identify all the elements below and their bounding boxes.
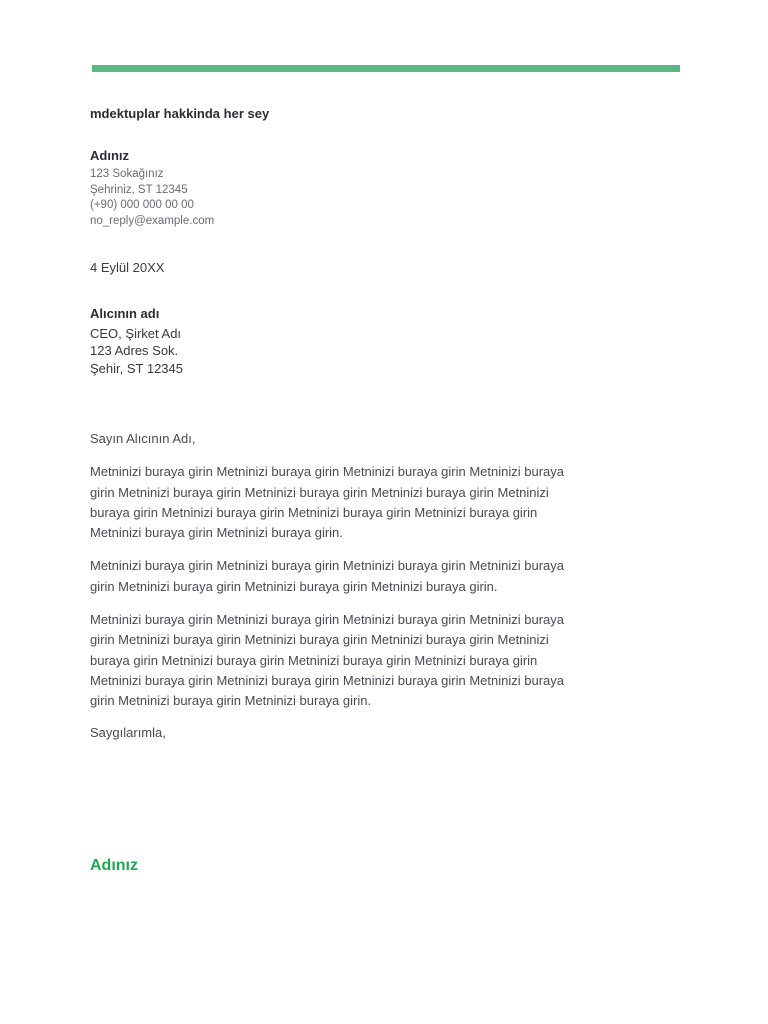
letter-body xyxy=(90,429,570,725)
recipient-block xyxy=(90,306,183,377)
recipient-street: 123 Adres Sok. xyxy=(90,343,179,359)
body-paragraph-1: Metninizi buraya girin Metninizi buraya girin Metninizi buraya girin Metninizi buraya girin Metninizi buraya girin Metninizi buraya girin Metninizi buraya girin Metninizi buraya girin Metninizi buraya girin Metninizi buraya girin Metninizi buraya girin Metninizi buraya girin Metninizi buraya girin. xyxy=(90,464,564,541)
salutation: Sayın Alıcının Adı, xyxy=(90,431,196,446)
accent-bar xyxy=(92,65,680,72)
document-title: mdektuplar hakkinda her sey xyxy=(90,106,270,121)
recipient-title-company: CEO, Şirket Adı xyxy=(90,326,182,341)
sender-city: Şehriniz, ST 12345 xyxy=(90,183,188,196)
sender-name: Adınız xyxy=(90,148,129,163)
body-paragraph-2: Metninizi buraya girin Metninizi buraya girin Metninizi buraya girin Metninizi buraya girin Metninizi buraya girin Metninizi buraya girin Metninizi buraya girin. xyxy=(90,558,564,594)
sender-block xyxy=(90,148,214,229)
sender-email: no_reply@example.com xyxy=(90,214,215,227)
letter-date: 4 Eylül 20XX xyxy=(90,260,165,275)
sender-street: 123 Sokağınız xyxy=(90,168,164,180)
sender-phone: (+90) 000 000 00 00 xyxy=(90,199,194,212)
closing: Saygılarımla, xyxy=(90,725,166,740)
recipient-city: Şehir, ST 12345 xyxy=(90,360,183,376)
body-paragraph-3: Metninizi buraya girin Metninizi buraya girin Metninizi buraya girin Metninizi buraya girin Metninizi buraya girin Metninizi buraya girin Metninizi buraya girin Metninizi buraya girin Metninizi buraya girin Metninizi buraya girin Metninizi buraya girin Metninizi buraya girin Metninizi buraya girin Metninizi buraya girin Metninizi buraya girin Metninizi buraya girin Metninizi buraya girin. xyxy=(90,612,564,709)
signature-name: Adınız xyxy=(90,857,138,874)
recipient-name: Alıcının adı xyxy=(90,306,160,321)
